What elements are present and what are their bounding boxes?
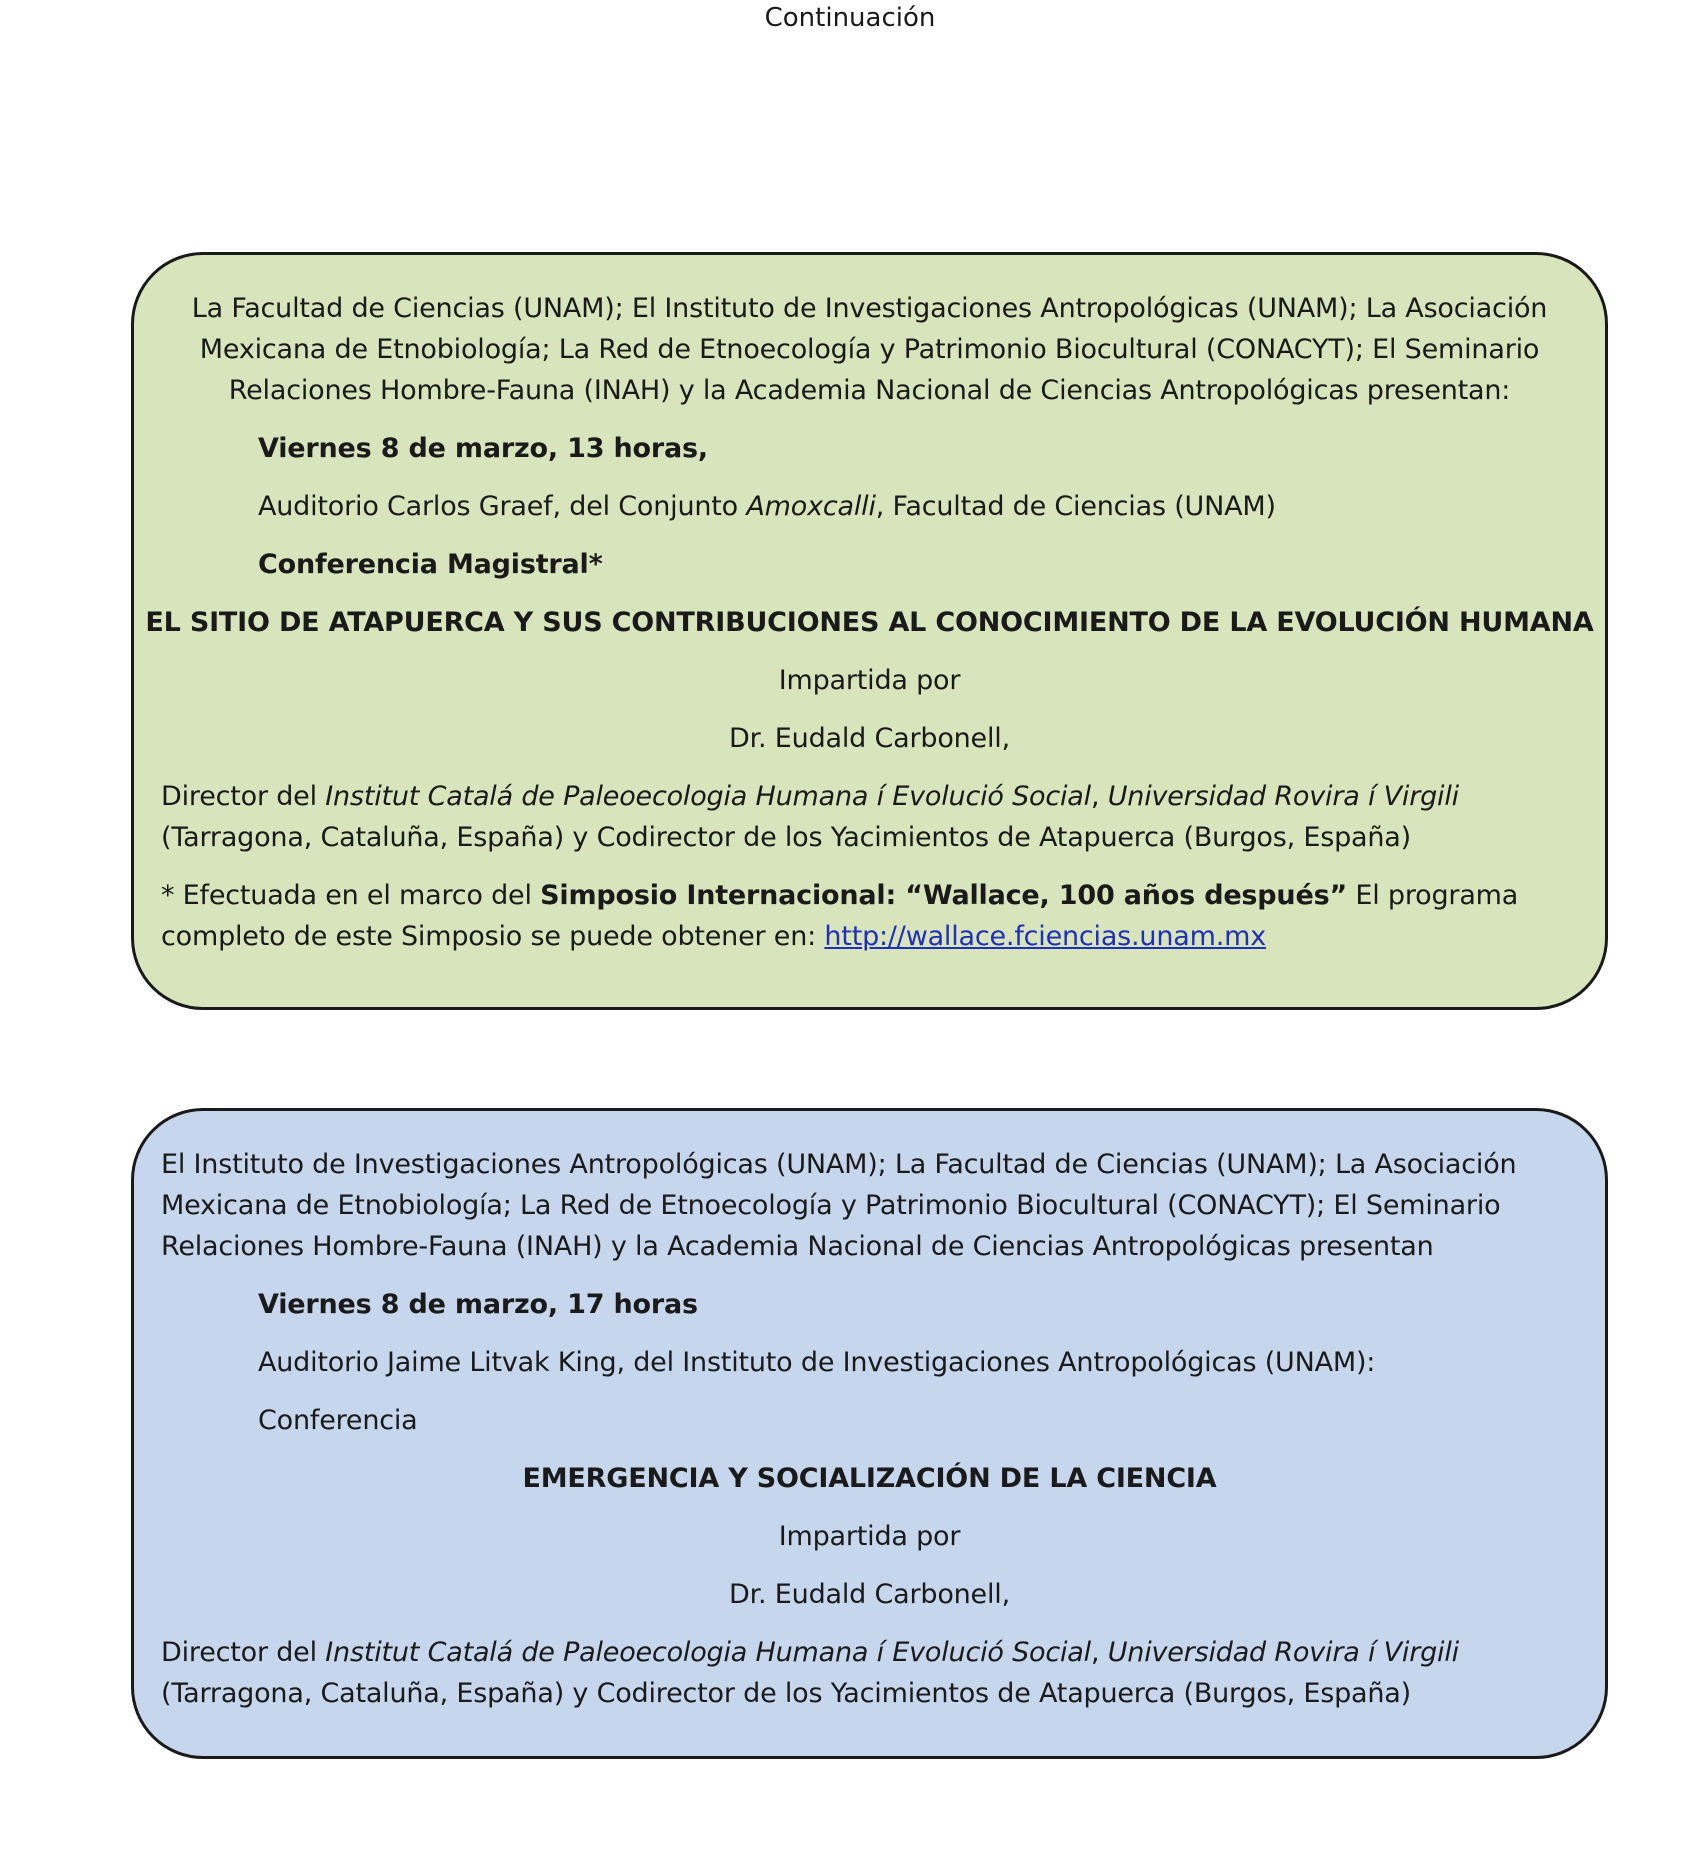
affiliation-institute: Institut Catalá de Paleoecologia Humana í Evolució Social xyxy=(325,1637,1091,1668)
symposium-link[interactable]: http://wallace.fciencias.unam.mx xyxy=(824,921,1266,952)
event-venue: Auditorio Jaime Litvak King, del Instituto de Investigaciones Antropológicas (UNAM): xyxy=(258,1347,1376,1378)
event-title: EMERGENCIA Y SOCIALIZACIÓN DE LA CIENCIA xyxy=(522,1463,1217,1494)
intro-line-2: Mexicana de Etnobiología; La Red de Etnoecología y Patrimonio Biocultural (CONACYT); El Seminario xyxy=(161,1190,1501,1221)
event-speaker: Dr. Eudald Carbonell, xyxy=(729,1579,1010,1610)
intro-line-1: La Facultad de Ciencias (UNAM); El Instituto de Investigaciones Antropológicas (UNAM); La Asociación xyxy=(191,293,1548,324)
affiliation-line-1 xyxy=(161,1633,1459,1673)
event-type: Conferencia Magistral* xyxy=(258,549,603,580)
note-line-2 xyxy=(161,917,1266,957)
intro-line-2: Mexicana de Etnobiología; La Red de Etnoecología y Patrimonio Biocultural (CONACYT); El Seminario xyxy=(199,334,1540,365)
affiliation-prefix: Director del xyxy=(161,781,326,812)
venue-italic: Amoxcalli xyxy=(746,491,876,522)
affiliation-prefix: Director del xyxy=(161,1637,326,1668)
affiliation-sep: , xyxy=(1090,1637,1108,1668)
note-suffix: El programa xyxy=(1346,880,1519,911)
affiliation-university: Universidad Rovira í Virgili xyxy=(1107,1637,1459,1668)
event-speaker: Dr. Eudald Carbonell, xyxy=(729,723,1010,754)
note-line2-prefix: completo de este Simposio se puede obtener en: xyxy=(161,921,825,952)
event-title: EL SITIO DE ATAPUERCA Y SUS CONTRIBUCIONES AL CONOCIMIENTO DE LA EVOLUCIÓN HUMANA xyxy=(145,607,1594,638)
venue-suffix: , Facultad de Ciencias (UNAM) xyxy=(875,491,1276,522)
affiliation-institute: Institut Catalá de Paleoecologia Humana í Evolució Social xyxy=(325,781,1091,812)
page-header: Continuación xyxy=(764,3,936,33)
event-box-emergencia xyxy=(131,1108,1608,1759)
affiliation-line-1 xyxy=(161,777,1459,817)
intro-line-1: El Instituto de Investigaciones Antropológicas (UNAM); La Facultad de Ciencias (UNAM); La Asociación xyxy=(161,1149,1517,1180)
note-line-1 xyxy=(161,876,1518,916)
intro-line-3: Relaciones Hombre-Fauna (INAH) y la Academia Nacional de Ciencias Antropológicas presentan xyxy=(161,1231,1434,1262)
affiliation-line-2: (Tarragona, Cataluña, España) y Codirector de los Yacimientos de Atapuerca (Burgos, España) xyxy=(161,822,1411,853)
event-by: Impartida por xyxy=(778,665,961,696)
event-box-atapuerca xyxy=(131,252,1608,1010)
event-date: Viernes 8 de marzo, 13 horas, xyxy=(258,433,708,464)
event-type: Conferencia xyxy=(258,1405,418,1436)
intro-line-3: Relaciones Hombre-Fauna (INAH) y la Academia Nacional de Ciencias Antropológicas presentan: xyxy=(228,375,1511,406)
event-by: Impartida por xyxy=(778,1521,961,1552)
affiliation-line-2: (Tarragona, Cataluña, España) y Codirector de los Yacimientos de Atapuerca (Burgos, España) xyxy=(161,1678,1411,1709)
event-venue xyxy=(258,487,1276,527)
venue-prefix: Auditorio Carlos Graef, del Conjunto xyxy=(258,491,747,522)
note-prefix: * Efectuada en el marco del xyxy=(161,880,541,911)
affiliation-sep: , xyxy=(1090,781,1108,812)
affiliation-university: Universidad Rovira í Virgili xyxy=(1107,781,1459,812)
event-date: Viernes 8 de marzo, 17 horas xyxy=(258,1289,698,1320)
note-symposium: Simposio Internacional: “Wallace, 100 años después” xyxy=(540,880,1347,911)
